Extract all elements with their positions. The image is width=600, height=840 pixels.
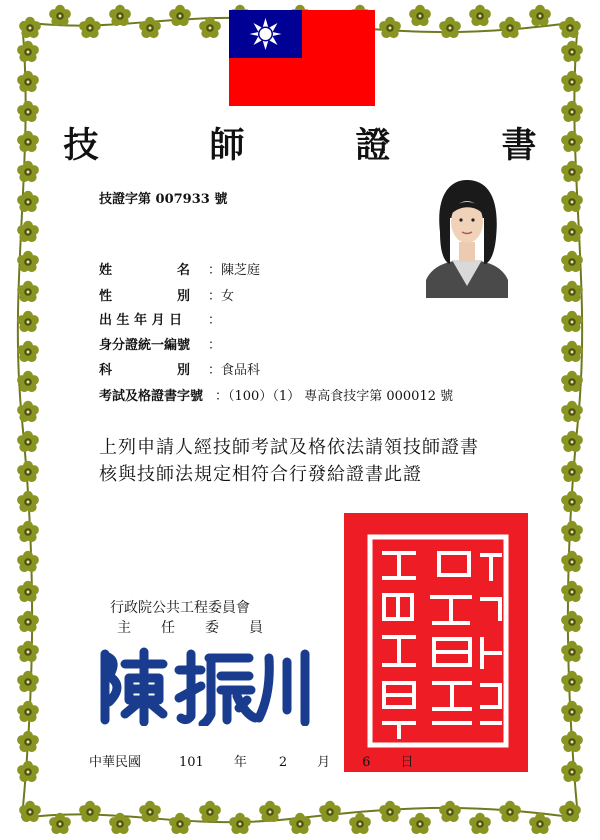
blossom-ornament <box>561 281 583 302</box>
blossom-ornament <box>199 17 221 38</box>
date-month-unit: 月 <box>317 755 331 770</box>
date-month: 2 <box>278 755 288 770</box>
blossom-ornament <box>17 731 39 752</box>
blossom-ornament <box>561 221 583 242</box>
blossom-ornament <box>559 17 581 38</box>
blossom-ornament <box>561 41 583 62</box>
blossom-ornament <box>139 17 161 38</box>
field-value-exam-cert-no: ：（100）（1） 專高食技字第 000012 號 <box>215 389 454 404</box>
blossom-ornament <box>439 17 461 38</box>
blossom-ornament <box>561 521 583 542</box>
certificate-title: 技 師 證 書 <box>63 125 575 166</box>
blossom-ornament <box>409 5 431 26</box>
blossom-ornament <box>561 191 583 212</box>
blossom-ornament <box>469 813 491 834</box>
blossom-ornament <box>17 71 39 92</box>
blossom-ornament <box>169 813 191 834</box>
blossom-ornament <box>319 801 341 822</box>
field-label-birthdate: 出 生 年 月 日 <box>99 313 183 328</box>
blossom-ornament <box>17 431 39 452</box>
field-label-id-number: 身分證統一編號 <box>99 338 191 353</box>
field-value-gender: ：女 <box>208 289 235 304</box>
blossom-ornament <box>229 813 251 834</box>
blossom-ornament <box>561 581 583 602</box>
blossom-ornament <box>499 17 521 38</box>
date-year: 101 <box>179 755 204 770</box>
issuer-role-char: 任 <box>161 620 175 636</box>
field-value-category: ：食品科 <box>208 363 261 378</box>
blossom-ornament <box>17 701 39 722</box>
blossom-ornament <box>561 551 583 572</box>
date-era: 中華民國 <box>89 755 142 770</box>
blossom-ornament <box>561 671 583 692</box>
blossom-ornament <box>561 341 583 362</box>
blossom-ornament <box>561 311 583 332</box>
blossom-ornament <box>199 801 221 822</box>
statement-line-2: 核與技師法規定相符合行發給證書此證 <box>99 464 422 485</box>
blossom-ornament <box>561 431 583 452</box>
blossom-ornament <box>49 5 71 26</box>
signature <box>97 644 317 726</box>
blossom-ornament <box>17 371 39 392</box>
blossom-ornament <box>469 5 491 26</box>
blossom-ornament <box>17 581 39 602</box>
national-flag <box>229 10 375 106</box>
blossom-ornament <box>561 71 583 92</box>
issuer-role-char: 委 <box>205 620 219 636</box>
date-year-unit: 年 <box>233 755 247 770</box>
blossom-ornament <box>561 371 583 392</box>
field-label-gender: 性 別 <box>99 289 191 304</box>
field-value-birthdate: ： <box>208 313 222 328</box>
blossom-ornament <box>17 641 39 662</box>
field-label-category: 科 別 <box>99 363 191 378</box>
blossom-ornament <box>561 701 583 722</box>
blossom-ornament <box>499 801 521 822</box>
blossom-ornament <box>17 191 39 212</box>
field-label-name: 姓 名 <box>99 263 191 278</box>
applicant-photo <box>418 168 516 298</box>
blossom-ornament <box>561 611 583 632</box>
issuing-agency: 行政院公共工程委員會 <box>110 600 250 616</box>
blossom-ornament <box>19 17 41 38</box>
issuer-role-char: 員 <box>249 620 263 636</box>
blossom-ornament <box>259 801 281 822</box>
blossom-ornament <box>79 17 101 38</box>
field-label-exam-cert-no: 考試及格證書字號 <box>99 389 204 404</box>
blossom-ornament <box>17 521 39 542</box>
blossom-ornament <box>529 5 551 26</box>
blossom-ornament <box>109 5 131 26</box>
certificate-number: 技證字第 007933 號 <box>99 192 228 207</box>
blossom-ornament <box>561 761 583 782</box>
issue-date <box>89 751 413 770</box>
blossom-ornament <box>561 731 583 752</box>
blossom-ornament <box>349 813 371 834</box>
blossom-ornament <box>289 813 311 834</box>
blossom-ornament <box>169 5 191 26</box>
blossom-ornament <box>17 311 39 332</box>
blossom-ornament <box>79 801 101 822</box>
blossom-ornament <box>17 611 39 632</box>
official-seal <box>344 513 528 772</box>
blossom-ornament <box>439 801 461 822</box>
blossom-ornament <box>379 801 401 822</box>
blossom-ornament <box>561 641 583 662</box>
blossom-ornament <box>561 491 583 512</box>
blossom-ornament <box>379 17 401 38</box>
issuer-role <box>117 617 263 637</box>
blossom-ornament <box>17 551 39 572</box>
field-value-id-number: ： <box>208 338 222 353</box>
blossom-ornament <box>17 41 39 62</box>
blossom-ornament <box>529 813 551 834</box>
blossom-ornament <box>17 221 39 242</box>
blossom-ornament <box>17 461 39 482</box>
issuer-role-char: 主 <box>117 620 131 636</box>
field-value-name: ：陳芝庭 <box>208 263 261 278</box>
blossom-ornament <box>17 761 39 782</box>
blossom-ornament <box>561 461 583 482</box>
statement-line-1: 上列申請人經技師考試及格依法請領技師證書 <box>99 437 479 458</box>
blossom-ornament <box>17 671 39 692</box>
blossom-ornament <box>17 281 39 302</box>
blossom-ornament <box>17 491 39 512</box>
blossom-ornament <box>139 801 161 822</box>
date-day: 6 <box>362 755 371 770</box>
blossom-ornament <box>17 341 39 362</box>
blossom-ornament <box>409 813 431 834</box>
date-day-unit: 日 <box>400 755 414 770</box>
